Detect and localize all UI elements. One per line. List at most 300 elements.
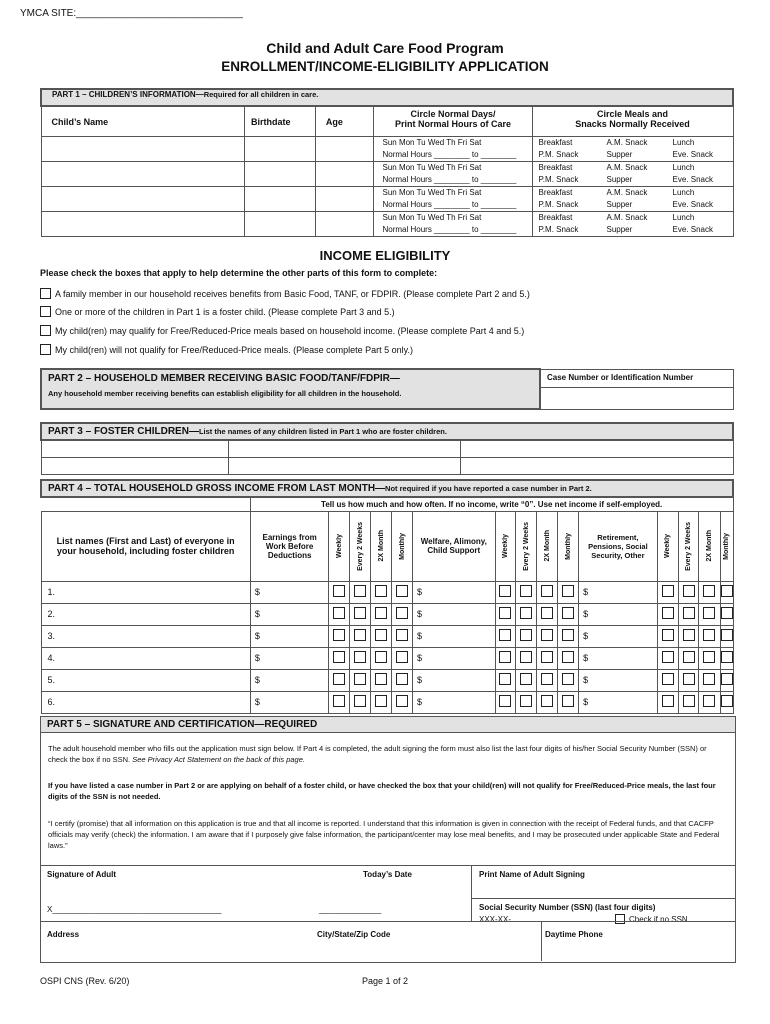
meal-breakfast[interactable]: Breakfast <box>538 212 573 222</box>
birthdate-cell[interactable] <box>244 161 315 186</box>
freq-every-2-weeks: Every 2 Weeks <box>356 521 364 571</box>
frequency-cell <box>495 625 516 647</box>
amount-cell[interactable] <box>413 603 495 625</box>
frequency-checkbox[interactable] <box>396 607 408 619</box>
case-number-field[interactable] <box>540 387 734 409</box>
frequency-checkbox[interactable] <box>520 651 532 663</box>
meal-lunch[interactable]: Lunch <box>672 137 695 147</box>
frequency-cell <box>558 625 579 647</box>
frequency-checkbox[interactable] <box>375 607 387 619</box>
frequency-checkbox[interactable] <box>354 629 366 641</box>
frequency-cell <box>350 603 371 625</box>
frequency-checkbox[interactable] <box>354 695 366 707</box>
amount-cell[interactable] <box>579 669 658 691</box>
amount-cell[interactable] <box>413 669 495 691</box>
amount-cell[interactable] <box>413 581 495 603</box>
address-label: Address <box>47 930 80 939</box>
frequency-cell <box>495 647 516 669</box>
freq-every-2-weeks: Every 2 Weeks <box>685 521 693 571</box>
meal-am-snack[interactable]: A.M. Snack <box>606 187 648 197</box>
meal-pm-snack[interactable]: P.M. Snack <box>538 174 579 184</box>
income-row[interactable] <box>41 691 733 713</box>
frequency-checkbox[interactable] <box>375 695 387 707</box>
amount-cell[interactable] <box>250 625 329 647</box>
freq-2x-month: 2X Month <box>377 530 385 562</box>
meal-supper[interactable]: Supper <box>606 199 633 209</box>
days-line[interactable]: Sun Mon Tu Wed Th Fri Sat <box>382 137 482 147</box>
part3-table <box>40 422 734 475</box>
freq-every-2-weeks: Every 2 Weeks <box>522 521 530 571</box>
meal-eve-snack[interactable]: Eve. Snack <box>672 224 713 234</box>
frequency-checkbox[interactable] <box>375 673 387 685</box>
dollar-sign: $ <box>583 697 589 707</box>
dollar-sign: $ <box>254 697 260 707</box>
dollar-sign: $ <box>417 675 423 685</box>
option-income[interactable] <box>40 325 524 336</box>
frequency-cell <box>371 691 392 713</box>
form-title: Child and Adult Care Food Program <box>266 40 504 56</box>
child-row[interactable] <box>41 186 733 211</box>
no-ssn-checkbox[interactable] <box>615 914 625 924</box>
frequency-checkbox[interactable] <box>499 629 511 641</box>
days-line[interactable]: Sun Mon Tu Wed Th Fri Sat <box>382 162 482 172</box>
meal-am-snack[interactable]: A.M. Snack <box>606 212 648 222</box>
part5-para3: “I certify (promise) that all information on this application is true and that all income is reported. I understand that this information is given in connection with the receipt of Federal funds, and that CACFP officials may verify (check) the information. I am aware that if I purposely give false information, the participant/center may lose meal benefits, and I may be prosecuted under applicable State and Federal laws.” <box>48 819 720 850</box>
amount-cell[interactable] <box>579 691 658 713</box>
frequency-cell <box>537 647 558 669</box>
frequency-checkbox[interactable] <box>703 607 715 619</box>
frequency-cell <box>699 625 720 647</box>
household-name-cell[interactable] <box>41 625 250 647</box>
foster-name-field[interactable] <box>41 457 228 474</box>
income-row[interactable] <box>41 581 733 603</box>
frequency-cell <box>392 691 413 713</box>
foster-name-field[interactable] <box>41 440 228 457</box>
frequency-cell <box>371 581 392 603</box>
frequency-cell <box>699 691 720 713</box>
meal-supper[interactable]: Supper <box>606 174 633 184</box>
amount-cell[interactable] <box>413 647 495 669</box>
frequency-checkbox[interactable] <box>541 607 553 619</box>
frequency-checkbox[interactable] <box>683 695 695 707</box>
frequency-checkbox[interactable] <box>354 673 366 685</box>
income-row[interactable] <box>41 669 733 691</box>
frequency-cell <box>516 625 537 647</box>
frequency-cell <box>329 647 350 669</box>
frequency-cell <box>392 647 413 669</box>
frequency-cell <box>678 603 699 625</box>
frequency-cell <box>516 603 537 625</box>
household-name-cell[interactable] <box>41 691 250 713</box>
part2-table <box>40 368 734 410</box>
col-birthdate: Birthdate <box>244 106 315 136</box>
child-row[interactable] <box>41 211 733 236</box>
row-number: 3. <box>47 631 56 641</box>
income-instruction: Please check the boxes that apply to help determine the other parts of this form to complete: <box>40 268 438 278</box>
frequency-checkbox[interactable] <box>333 651 345 663</box>
frequency-checkbox[interactable] <box>562 651 574 663</box>
frequency-cell <box>392 603 413 625</box>
frequency-cell <box>350 691 371 713</box>
meal-breakfast[interactable]: Breakfast <box>538 187 573 197</box>
frequency-checkbox[interactable] <box>703 673 715 685</box>
frequency-checkbox[interactable] <box>499 673 511 685</box>
frequency-checkbox[interactable] <box>683 607 695 619</box>
amount-cell[interactable] <box>579 603 658 625</box>
part3-heading: PART 3 – FOSTER CHILDREN— <box>48 426 199 437</box>
dollar-sign: $ <box>417 653 423 663</box>
amount-cell[interactable] <box>579 647 658 669</box>
frequency-checkbox[interactable] <box>721 585 733 597</box>
dollar-sign: $ <box>583 587 589 597</box>
birthdate-cell[interactable] <box>244 211 315 236</box>
household-name-cell[interactable] <box>41 581 250 603</box>
col-welfare: Welfare, Alimony, Child Support <box>413 511 495 581</box>
child-name-cell[interactable] <box>41 211 244 236</box>
checkbox[interactable] <box>40 344 51 355</box>
col-earnings: Earnings from Work Before Deductions <box>250 511 329 581</box>
freq-monthly: Monthly <box>564 532 572 560</box>
dollar-sign: $ <box>254 587 260 597</box>
col-household-names: List names (First and Last) of everyone in your household, including foster children <box>41 511 250 581</box>
frequency-cell <box>371 669 392 691</box>
no-ssn-option[interactable] <box>615 914 688 924</box>
frequency-checkbox[interactable] <box>721 607 733 619</box>
frequency-checkbox[interactable] <box>662 607 674 619</box>
print-name-label: Print Name of Adult Signing <box>479 870 585 879</box>
frequency-checkbox[interactable] <box>375 629 387 641</box>
frequency-cell <box>657 691 678 713</box>
meal-eve-snack[interactable]: Eve. Snack <box>672 174 713 184</box>
frequency-cell <box>720 669 733 691</box>
foster-name-field[interactable] <box>460 440 733 457</box>
amount-cell[interactable] <box>250 647 329 669</box>
frequency-checkbox[interactable] <box>541 673 553 685</box>
frequency-checkbox[interactable] <box>541 585 553 597</box>
frequency-checkbox[interactable] <box>662 673 674 685</box>
form-id: OSPI CNS (Rev. 6/20) <box>40 976 130 986</box>
frequency-cell <box>371 603 392 625</box>
child-row[interactable] <box>41 161 733 186</box>
part1-table <box>40 88 734 237</box>
amount-cell[interactable] <box>250 691 329 713</box>
signature-label: Signature of Adult <box>47 870 117 879</box>
part5-para1 <box>41 743 735 765</box>
frequency-cell <box>350 581 371 603</box>
freq-weekly: Weekly <box>335 534 343 558</box>
frequency-checkbox[interactable] <box>396 695 408 707</box>
part3-header <box>41 423 733 440</box>
freq-weekly: Weekly <box>664 534 672 558</box>
frequency-cell <box>558 603 579 625</box>
part5-heading: PART 5 – SIGNATURE AND CERTIFICATION—REQUIRED <box>41 717 735 733</box>
birthdate-cell[interactable] <box>244 186 315 211</box>
signature-field[interactable]: X______________________________________ <box>47 905 222 914</box>
frequency-cell <box>516 581 537 603</box>
birthdate-cell[interactable] <box>244 136 315 161</box>
ssn-field[interactable]: XXX-XX- <box>479 915 512 924</box>
part4-tell: Tell us how much and how often. If no income, write “0”. Use net income if self-employed. <box>250 497 733 511</box>
frequency-checkbox[interactable] <box>396 585 408 597</box>
hours-line[interactable]: Normal Hours ________ to ________ <box>382 149 517 159</box>
meal-am-snack[interactable]: A.M. Snack <box>606 162 648 172</box>
frequency-checkbox[interactable] <box>703 651 715 663</box>
dollar-sign: $ <box>583 609 589 619</box>
meal-eve-snack[interactable]: Eve. Snack <box>672 199 713 209</box>
meal-lunch[interactable]: Lunch <box>672 212 695 222</box>
frequency-checkbox[interactable] <box>683 585 695 597</box>
days-line[interactable]: Sun Mon Tu Wed Th Fri Sat <box>382 187 482 197</box>
date-field[interactable]: ______________ <box>319 905 382 914</box>
amount-cell[interactable] <box>579 581 658 603</box>
foster-name-field[interactable] <box>228 440 460 457</box>
page-number: Page 1 of 2 <box>361 976 409 986</box>
income-row[interactable] <box>41 603 733 625</box>
option-foster[interactable] <box>40 306 395 317</box>
frequency-cell <box>657 625 678 647</box>
date-label: Today’s Date <box>363 870 412 879</box>
frequency-checkbox[interactable] <box>499 695 511 707</box>
frequency-checkbox[interactable] <box>354 651 366 663</box>
frequency-checkbox[interactable] <box>662 695 674 707</box>
foster-name-field[interactable] <box>460 457 733 474</box>
frequency-checkbox[interactable] <box>499 607 511 619</box>
checkbox[interactable] <box>40 325 51 336</box>
frequency-cell <box>392 581 413 603</box>
meal-lunch[interactable]: Lunch <box>672 187 695 197</box>
frequency-cell <box>657 647 678 669</box>
meal-breakfast[interactable]: Breakfast <box>538 162 573 172</box>
child-name-cell[interactable] <box>41 136 244 161</box>
dollar-sign: $ <box>583 631 589 641</box>
part1-subheading: Required for all children in care. <box>203 90 319 99</box>
frequency-cell <box>537 625 558 647</box>
frequency-cell <box>329 603 350 625</box>
meal-supper[interactable]: Supper <box>606 149 633 159</box>
frequency-cell <box>537 603 558 625</box>
frequency-checkbox[interactable] <box>683 651 695 663</box>
para1-italic: See Privacy Act Statement on the back of this page. <box>132 755 305 764</box>
option-not-qualify[interactable] <box>40 344 413 355</box>
household-name-cell[interactable] <box>41 647 250 669</box>
frequency-checkbox[interactable] <box>333 673 345 685</box>
age-cell[interactable] <box>315 211 374 236</box>
option-label: A family member in our household receives benefits from Basic Food, TANF, or FDPIR. (Please complete Part 2 and 5.) <box>55 288 530 299</box>
city-label: City/State/Zip Code <box>317 930 391 939</box>
frequency-cell <box>558 691 579 713</box>
amount-cell[interactable] <box>413 691 495 713</box>
age-cell[interactable] <box>315 161 374 186</box>
meal-am-snack[interactable]: A.M. Snack <box>606 137 648 147</box>
frequency-cell <box>371 647 392 669</box>
child-name-cell[interactable] <box>41 161 244 186</box>
frequency-checkbox[interactable] <box>703 629 715 641</box>
part2-header <box>41 369 540 409</box>
frequency-cell <box>371 625 392 647</box>
part1-heading: PART 1 – CHILDREN’S INFORMATION— <box>52 90 204 99</box>
para1-text: The adult household member who fills out the application must sign below. If Part 4 is completed, the adult signing the form must also list the last four digits of his/her Social Security Number (SSN) or check the box if no SSN. <box>48 744 707 764</box>
amount-cell[interactable] <box>250 603 329 625</box>
no-ssn-label: Check if no SSN <box>629 914 688 924</box>
income-title: INCOME ELIGIBILITY <box>319 248 451 263</box>
part2-heading: PART 2 – HOUSEHOLD MEMBER RECEIVING BASIC FOOD/TANF/FDPIR— <box>48 373 400 384</box>
frequency-checkbox[interactable] <box>520 585 532 597</box>
row-number: 4. <box>47 653 56 663</box>
part1-header <box>41 89 733 106</box>
dollar-sign: $ <box>417 697 423 707</box>
frequency-cell <box>720 647 733 669</box>
frequency-cell <box>350 669 371 691</box>
frequency-checkbox[interactable] <box>562 585 574 597</box>
frequency-checkbox[interactable] <box>541 629 553 641</box>
income-row[interactable] <box>41 625 733 647</box>
amount-cell[interactable] <box>250 669 329 691</box>
frequency-cell <box>495 603 516 625</box>
frequency-cell <box>329 691 350 713</box>
frequency-cell <box>329 581 350 603</box>
hours-line[interactable]: Normal Hours ________ to ________ <box>382 199 517 209</box>
frequency-cell <box>537 669 558 691</box>
dollar-sign: $ <box>583 675 589 685</box>
days-line[interactable]: Sun Mon Tu Wed Th Fri Sat <box>382 212 482 222</box>
frequency-cell <box>699 669 720 691</box>
hours-line[interactable]: Normal Hours ________ to ________ <box>382 224 517 234</box>
frequency-cell <box>657 603 678 625</box>
row-number: 5. <box>47 675 56 685</box>
income-row[interactable] <box>41 647 733 669</box>
frequency-cell <box>678 669 699 691</box>
frequency-checkbox[interactable] <box>499 585 511 597</box>
frequency-cell <box>558 581 579 603</box>
frequency-cell <box>558 669 579 691</box>
frequency-cell <box>495 581 516 603</box>
checkbox[interactable] <box>40 288 51 299</box>
age-cell[interactable] <box>315 136 374 161</box>
frequency-checkbox[interactable] <box>662 585 674 597</box>
phone-label: Daytime Phone <box>545 930 603 939</box>
frequency-cell <box>657 581 678 603</box>
frequency-checkbox[interactable] <box>333 695 345 707</box>
meal-breakfast[interactable]: Breakfast <box>538 137 573 147</box>
option-basic-food[interactable] <box>40 288 530 299</box>
frequency-checkbox[interactable] <box>375 585 387 597</box>
checkbox[interactable] <box>40 306 51 317</box>
meal-eve-snack[interactable]: Eve. Snack <box>672 149 713 159</box>
freq-2x-month: 2X Month <box>543 530 551 562</box>
meal-lunch[interactable]: Lunch <box>672 162 695 172</box>
frequency-checkbox[interactable] <box>520 629 532 641</box>
frequency-checkbox[interactable] <box>520 695 532 707</box>
col-days: Circle Normal Days/ Print Normal Hours of Care <box>374 106 532 136</box>
frequency-checkbox[interactable] <box>562 607 574 619</box>
child-row[interactable] <box>41 136 733 161</box>
frequency-checkbox[interactable] <box>703 695 715 707</box>
foster-name-field[interactable] <box>228 457 460 474</box>
amount-cell[interactable] <box>579 625 658 647</box>
frequency-checkbox[interactable] <box>683 673 695 685</box>
frequency-checkbox[interactable] <box>354 607 366 619</box>
frequency-checkbox[interactable] <box>520 607 532 619</box>
frequency-checkbox[interactable] <box>721 651 733 663</box>
frequency-checkbox[interactable] <box>562 673 574 685</box>
col-retirement: Retirement, Pensions, Social Security, Other <box>579 511 658 581</box>
frequency-cell <box>537 581 558 603</box>
meal-pm-snack[interactable]: P.M. Snack <box>538 149 579 159</box>
site-field[interactable]: YMCA SITE:______________________________ <box>20 8 243 19</box>
frequency-checkbox[interactable] <box>562 695 574 707</box>
frequency-checkbox[interactable] <box>499 651 511 663</box>
amount-cell[interactable] <box>413 625 495 647</box>
freq-monthly: Monthly <box>398 532 406 560</box>
frequency-checkbox[interactable] <box>662 629 674 641</box>
case-number-label: Case Number or Identification Number <box>540 369 734 387</box>
col-child-name: Child’s Name <box>41 106 244 136</box>
part4-header <box>41 480 733 497</box>
frequency-checkbox[interactable] <box>541 651 553 663</box>
frequency-checkbox[interactable] <box>721 629 733 641</box>
hours-line[interactable]: Normal Hours ________ to ________ <box>382 174 517 184</box>
amount-cell[interactable] <box>250 581 329 603</box>
dollar-sign: $ <box>254 631 260 641</box>
part3-sub: List the names of any children listed in Part 1 who are foster children. <box>198 427 447 436</box>
frequency-cell <box>720 625 733 647</box>
part2-sub: Any household member receiving benefits can establish eligibility for all children in the household. <box>48 389 402 398</box>
row-number: 2. <box>47 609 56 619</box>
meal-pm-snack[interactable]: P.M. Snack <box>538 224 579 234</box>
frequency-cell <box>657 669 678 691</box>
ssn-label: Social Security Number (SSN) (last four digits) <box>479 903 656 912</box>
frequency-checkbox[interactable] <box>721 695 733 707</box>
frequency-cell <box>720 581 733 603</box>
frequency-checkbox[interactable] <box>396 651 408 663</box>
frequency-checkbox[interactable] <box>333 607 345 619</box>
frequency-checkbox[interactable] <box>721 673 733 685</box>
frequency-checkbox[interactable] <box>333 629 345 641</box>
household-name-cell[interactable] <box>41 603 250 625</box>
col-meals: Circle Meals and Snacks Normally Received <box>532 106 733 136</box>
household-name-cell[interactable] <box>41 669 250 691</box>
frequency-checkbox[interactable] <box>541 695 553 707</box>
meal-pm-snack[interactable]: P.M. Snack <box>538 199 579 209</box>
meal-supper[interactable]: Supper <box>606 224 633 234</box>
part5-section <box>40 716 736 963</box>
frequency-checkbox[interactable] <box>375 651 387 663</box>
age-cell[interactable] <box>315 186 374 211</box>
frequency-checkbox[interactable] <box>333 585 345 597</box>
frequency-checkbox[interactable] <box>703 585 715 597</box>
frequency-checkbox[interactable] <box>662 651 674 663</box>
frequency-cell <box>329 669 350 691</box>
part4-heading: PART 4 – TOTAL HOUSEHOLD GROSS INCOME FROM LAST MONTH— <box>48 483 386 494</box>
row-number: 1. <box>47 587 56 597</box>
freq-2x-month: 2X Month <box>705 530 713 562</box>
frequency-cell <box>516 691 537 713</box>
dollar-sign: $ <box>417 609 423 619</box>
frequency-checkbox[interactable] <box>562 629 574 641</box>
option-label: My child(ren) will not qualify for Free/Reduced-Price meals. (Please complete Part 5 only.) <box>55 344 413 355</box>
frequency-checkbox[interactable] <box>396 629 408 641</box>
frequency-checkbox[interactable] <box>683 629 695 641</box>
frequency-cell <box>329 625 350 647</box>
frequency-checkbox[interactable] <box>354 585 366 597</box>
freq-monthly: Monthly <box>723 532 730 560</box>
frequency-checkbox[interactable] <box>520 673 532 685</box>
frequency-checkbox[interactable] <box>396 673 408 685</box>
frequency-cell <box>699 581 720 603</box>
frequency-cell <box>350 625 371 647</box>
child-name-cell[interactable] <box>41 186 244 211</box>
dollar-sign: $ <box>254 675 260 685</box>
